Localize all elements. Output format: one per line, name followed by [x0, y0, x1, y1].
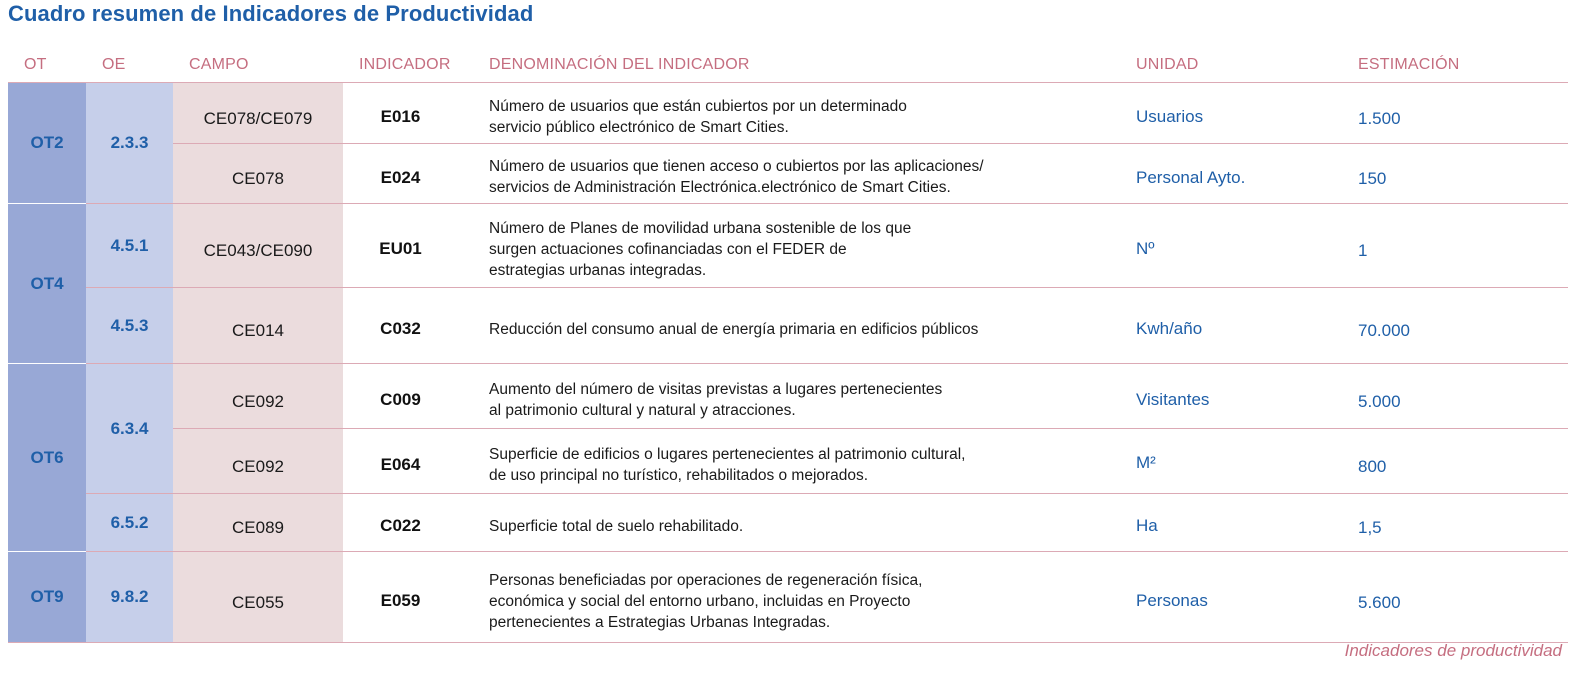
indicador-cell: C009: [380, 389, 421, 409]
header-campo: CAMPO: [189, 56, 249, 73]
unidad-cell: Visitantes: [1136, 389, 1210, 409]
estimacion-cell: 5.000: [1358, 391, 1401, 411]
indicador-cell: EU01: [379, 238, 422, 258]
estimacion-cell: 150: [1358, 169, 1387, 188]
oe-cell: 6.3.4: [110, 418, 149, 438]
estimacion-cell: 70.000: [1358, 320, 1410, 340]
unidad-cell: M²: [1136, 452, 1156, 472]
ot-cell: OT4: [30, 273, 64, 293]
oe-cell: 9.8.2: [110, 587, 149, 606]
ot-cell: OT6: [30, 447, 64, 467]
denominacion-cell: Aumento del número de visitas previstas a lugares pertenecientes al patrimonio cultural y natural y atracciones.: [489, 380, 943, 419]
oe-cell: 6.5.2: [110, 512, 149, 532]
denominacion-cell: Reducción del consumo anual de energía primaria en edificios públicos: [489, 321, 979, 338]
campo-cell: CE089: [232, 518, 284, 537]
estimacion-cell: 1.500: [1358, 108, 1401, 128]
oe-cell: 4.5.1: [110, 235, 149, 255]
indicador-cell: E059: [380, 590, 421, 610]
header-oe: OE: [102, 56, 126, 73]
header-rule: [8, 82, 1568, 83]
ot-cell: OT2: [30, 133, 64, 152]
denominacion-cell: Número de usuarios que tienen acceso o cubiertos por las aplicaciones/ servicios de Administración Electrónica.electrónico de Smart Cities.: [489, 158, 984, 196]
indicador-cell: C032: [380, 318, 421, 338]
unidad-cell: Personal Ayto.: [1136, 168, 1246, 187]
header-unidad: UNIDAD: [1136, 56, 1199, 73]
denominacion-cell: Número de usuarios que están cubiertos por un determinado servicio público electrónico de Smart Cities.: [489, 97, 907, 136]
table-caption: Indicadores de productividad: [1344, 641, 1562, 660]
ot-cell: OT9: [30, 587, 64, 606]
denominacion-cell: Superficie de edificios o lugares pertenecientes al patrimonio cultural, de uso principal no turístico, rehabilitados o mejorados.: [489, 445, 966, 484]
header-estimacion: ESTIMACIÓN: [1358, 56, 1460, 73]
campo-cell: CE092: [232, 456, 284, 476]
oe-cell: 4.5.3: [110, 315, 149, 335]
campo-cell: CE014: [232, 320, 284, 340]
unidad-cell: Nº: [1136, 238, 1155, 258]
header-denominacion: DENOMINACIÓN DEL INDICADOR: [489, 56, 750, 73]
unidad-cell: Usuarios: [1136, 106, 1204, 126]
oe-cell: 2.3.3: [110, 133, 149, 152]
campo-cell: CE043/CE090: [203, 240, 313, 260]
indicador-cell: E016: [380, 106, 421, 126]
indicador-cell: E064: [380, 454, 421, 474]
unidad-cell: Ha: [1136, 516, 1158, 535]
unidad-cell: Personas: [1136, 590, 1208, 610]
indicador-cell: C022: [380, 516, 421, 535]
estimacion-cell: 800: [1358, 456, 1387, 476]
estimacion-cell: 1,5: [1358, 518, 1382, 537]
campo-cell: CE055: [232, 592, 284, 612]
campo-cell: CE078: [232, 169, 284, 188]
indicador-cell: E024: [380, 168, 421, 187]
estimacion-cell: 5.600: [1358, 592, 1401, 612]
page-title: Cuadro resumen de Indicadores de Productividad: [8, 1, 534, 26]
estimacion-cell: 1: [1358, 240, 1368, 260]
denominacion-cell: Superficie total de suelo rehabilitado.: [489, 517, 744, 535]
header-ot: OT: [24, 56, 47, 73]
unidad-cell: Kwh/año: [1136, 318, 1203, 338]
campo-cell: CE078/CE079: [203, 108, 313, 128]
denominacion-cell: Personas beneficiadas por operaciones de regeneración física, económica y social del entorno urbano, incluidas en Proyecto pertenecientes a Estrategias Urbanas Integradas.: [489, 572, 923, 631]
campo-cell: CE092: [232, 391, 284, 411]
header-indicador: INDICADOR: [359, 56, 451, 73]
denominacion-cell: Número de Planes de movilidad urbana sostenible de los que surgen actuaciones cofinanciadas con el FEDER de estrategias urbanas integradas.: [489, 220, 912, 279]
